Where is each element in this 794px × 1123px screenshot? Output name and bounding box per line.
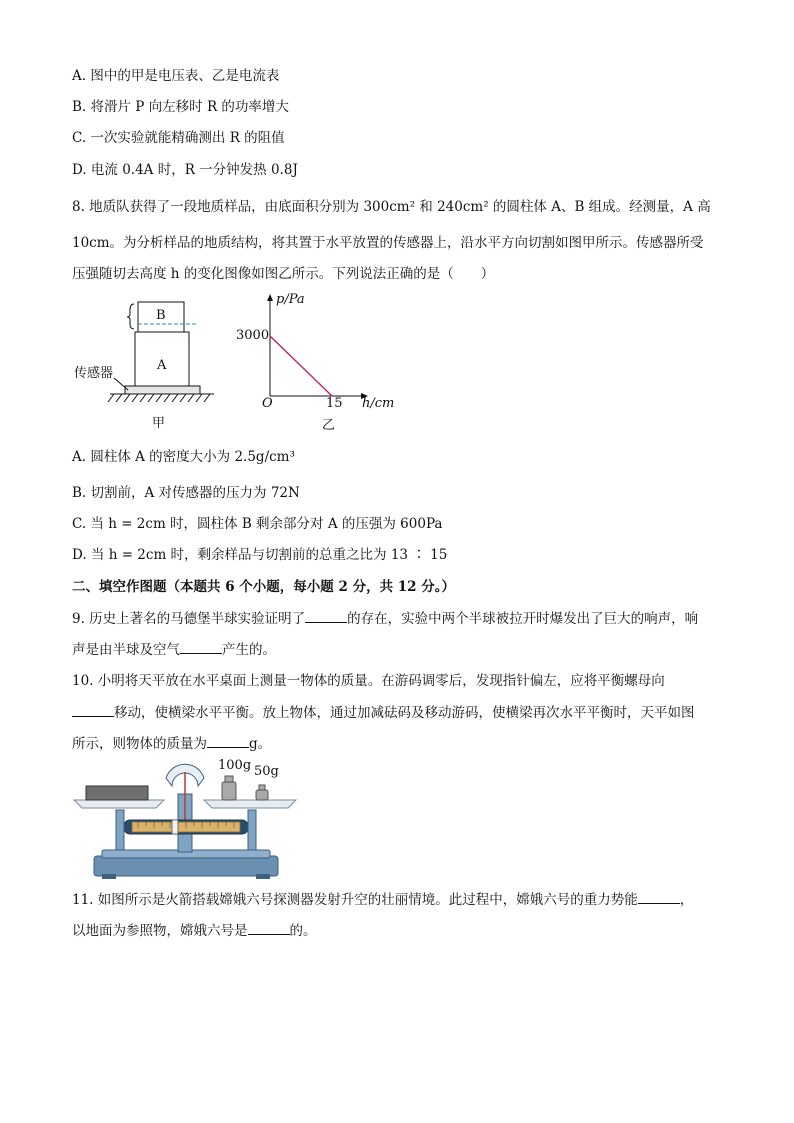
balance-figure: [72, 758, 302, 882]
q10-line2: [72, 702, 695, 723]
q11-blank-1[interactable]: [638, 889, 680, 904]
q8-option-c: C. 当 h = 2cm 时，圆柱体 B 剩余部分对 A 的压强为 600Pa: [72, 516, 443, 532]
graph-ylabel: p/Pa: [276, 292, 305, 307]
q11-text-4: 的。: [289, 923, 317, 939]
q10-blank-1[interactable]: [72, 702, 114, 717]
q10-text-3: 所示，则物体的质量为: [72, 736, 207, 752]
q10-line3: [72, 733, 271, 754]
q10-blank-2[interactable]: [207, 733, 249, 748]
q9-line2: [72, 639, 276, 660]
caption-jia: 甲: [152, 416, 166, 431]
q9-blank-2[interactable]: [180, 639, 222, 654]
q8-option-d: D. 当 h = 2cm 时，剩余样品与切割前的总重之比为 13 ∶ 15: [72, 547, 448, 563]
q7-option-b: B. 将滑片 P 向左移时 R 的功率增大: [72, 99, 289, 115]
label-sensor: 传感器: [74, 366, 114, 381]
q11-blank-2[interactable]: [248, 920, 290, 935]
figure-jia: [70, 296, 230, 434]
q7-option-c: C. 一次实验就能精确测出 R 的阻值: [72, 130, 285, 146]
q8-stem-line3: 压强随切去高度 h 的变化图像如图乙所示。下列说法正确的是（ ）: [72, 266, 495, 282]
q10-text-2: 移动，使横梁水平平衡。放上物体，通过加减砝码及移动游码，使横梁再次水平平衡时，天平如图: [114, 705, 695, 721]
section-heading: 二、填空作图题（本题共 6 个小题，每小题 2 分，共 12 分。）: [72, 579, 456, 595]
q8-option-a: A. 圆柱体 A 的密度大小为 2.5g/cm³: [72, 449, 295, 465]
q11-line2: [72, 920, 317, 941]
graph-ytick-3000: 3000: [236, 328, 270, 343]
label-b: B: [156, 308, 166, 323]
q11-text-1: 11. 如图所示是火箭搭载嫦娥六号探测器发射升空的壮丽情境。此过程中，嫦娥六号的重力势能: [72, 892, 638, 908]
graph-origin: O: [262, 396, 273, 411]
weight-50g-label: 50g: [254, 764, 279, 779]
weight-100g-label: 100g: [218, 758, 252, 773]
q9-text-4: 产生的。: [222, 642, 276, 658]
caption-yi: 乙: [322, 418, 336, 433]
q8-option-b: B. 切割前，A 对传感器的压力为 72N: [72, 485, 300, 501]
figure-yi: [236, 292, 406, 434]
q9-text-1: 9. 历史上著名的马德堡半球实验证明了: [72, 611, 306, 627]
q9-blank-1[interactable]: [305, 608, 347, 623]
label-a: A: [157, 358, 167, 373]
q8-stem-line1: 8. 地质队获得了一段地质样品，由底面积分别为 300cm² 和 240cm² 的圆柱体 A、B 组成。经测量，A 高: [72, 199, 711, 215]
q10-line1: 10. 小明将天平放在水平桌面上测量一物体的质量。在游码调零后，发现指针偏左，应将平衡螺母向: [72, 673, 665, 689]
graph-xlabel: h/cm: [362, 396, 395, 411]
q11-text-3: 以地面为参照物，嫦娥六号是: [72, 923, 248, 939]
q9-text-2: 的存在，实验中两个半球被拉开时爆发出了巨大的响声，响: [347, 611, 699, 627]
graph-line: [270, 336, 332, 396]
pressure-graph: [236, 292, 406, 434]
q11-text-2: ，: [679, 892, 694, 908]
graph-xtick-15: 15: [326, 396, 343, 411]
q11-line1: [72, 889, 693, 910]
q7-option-a: A. 图中的甲是电压表、乙是电流表: [72, 68, 280, 84]
q9-line1: [72, 608, 698, 629]
q7-option-d: D. 电流 0.4A 时，R 一分钟发热 0.8J: [72, 162, 298, 178]
q10-text-4: g。: [249, 736, 272, 752]
q8-stem-line2: 10cm。为分析样品的地质结构，将其置于水平放置的传感器上，沿水平方向切割如图甲所示。传感器所受: [72, 235, 704, 251]
q9-text-3: 声是由半球及空气: [72, 642, 180, 658]
